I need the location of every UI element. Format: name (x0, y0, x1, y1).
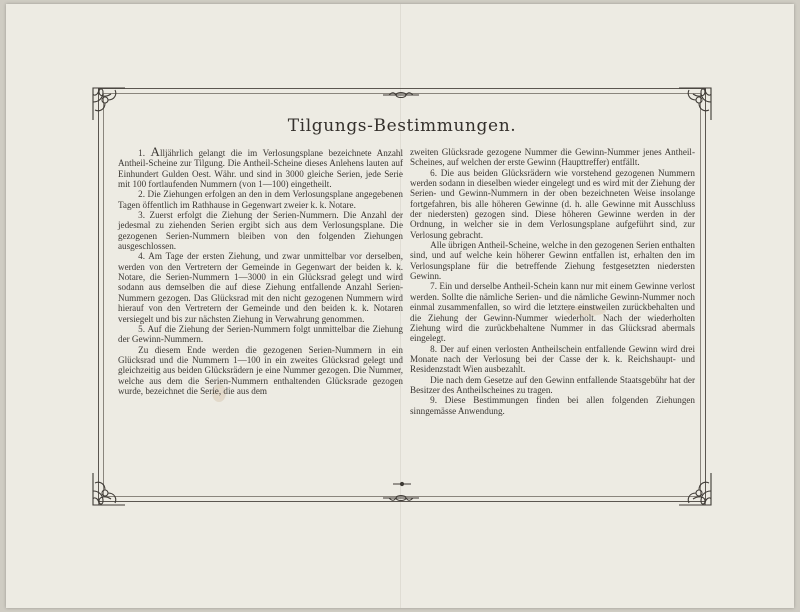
paragraph: zweiten Glücksrade gezogene Nummer die Gewinn-Nummer jenes Antheil-Scheines, auf welchen der erste Gewinn (Haupttreffer) entfällt. (410, 147, 695, 168)
paragraph: 3. Zuerst erfolgt die Ziehung der Serien-Nummern. Die Anzahl der jedesmal zu ziehenden Serien ergibt sich aus dem Verlosungsplane. Die gezogenen Serien-Nummern bleiben von den folgenden Ziehungen ausgeschlossen. (118, 210, 403, 252)
paragraph: 7. Ein und derselbe Antheil-Schein kann nur mit einem Gewinne verlost werden. Sollte die nämliche Serien- und die nämliche Gewinn-Nummer noch einmal zusammenfallen, so wird die letztere einstweilen zurückbehalten und die Ziehung der Gewinn-Nummer wiederholt. Nach der wiederholten Ziehung wird die zurückbehaltene Nummer in das Glücksrad abermals eingelegt. (410, 281, 695, 344)
footer-ornament-icon (392, 480, 412, 488)
paragraph-text: lljährlich gelangt die im Verlosungsplane bezeichnete Anzahl Antheil-Scheine zur Tilgung. Die Antheil-Scheine dieses Anlehens lauten auf Einhundert Gulden Oest. Währ. und sind in 3000 gleiche Serien, jede Serie mit 100 fortlaufenden Nummern (von 1—100) eingetheilt. (118, 148, 403, 190)
corner-ornament-icon (675, 469, 715, 509)
paragraph: Die nach dem Gesetze auf den Gewinn entfallende Staatsgebühr hat der Besitzer des Antheilscheines zu tragen. (410, 374, 695, 395)
paragraph: 4. Am Tage der ersten Ziehung, und zwar unmittelbar vor derselben, werden von den Vertretern der Gemeinde in Gegenwart der beiden k. k. Notare, die Serien-Nummern 1—3000 in ein Glücksrad gelegt und wird sodann aus demselben die auf diese Ziehung entfallende Anzahl Serien-Nummern gezogen. Das Glücksrad mit den nicht gezogenen Nummern wird hierauf von den Vertretern der Gemeinde und den beiden k. k. Notaren versiegelt und bis zur nächsten Ziehung in Verwahrung genommen. (118, 251, 403, 324)
paragraph: 9. Diese Bestimmungen finden bei allen folgenden Ziehungen sinngemässe Anwendung. (410, 395, 695, 416)
paragraph: Alle übrigen Antheil-Scheine, welche in den gezogenen Serien enthalten sind, und auf welche kein höherer Gewinn entfallen ist, erhalten den im Verlosungsplane für die betreffende Ziehung festgesetzten niedersten Gewinn. (410, 240, 695, 282)
paragraph: 2. Die Ziehungen erfolgen an den in dem Verlosungsplane angegebenen Tagen öffentlich im Rathhause in Gegenwart zweier k. k. Notare. (118, 189, 403, 210)
paragraph: 6. Die aus beiden Glücksrädern wie vorstehend gezogenen Nummern werden sodann in dieselben wieder eingelegt und es wird mit der Ziehung der Serien- und Gewinn-Nummern in der oben bezeichneten Weise insolange fortgefahren, bis alle höheren Gewinne (d. h. alle Gewinne mit Ausschluss der niedersten) gezogen sind. Diese höheren Gewinne werden in der Ordnung, in welcher sie in dem Verlosungsplane aufgeführt sind, zur Verlosung gebracht. (410, 167, 695, 240)
initial-letter: A (150, 144, 160, 159)
paragraph: 8. Der auf einen verlosten Antheilschein entfallende Gewinn wird drei Monate nach der Verlosung bei der Casse der k. k. Reichshaupt- und Residenzstadt Wien ausbezahlt. (410, 343, 695, 375)
page-title: Tilgungs-Bestimmungen. (287, 116, 517, 136)
text-column-left (118, 144, 403, 396)
edge-ornament-icon (381, 91, 421, 99)
paragraph: Zu diesem Ende werden die gezogenen Serien-Nummern in ein Glücksrad und die Nummern 1—100 in ein zweites Glücksrad gelegt und gleichzeitig aus beiden Glücksrädern je eine Nummer gezogen. Die Nummer, welche aus dem die Serien-Nummern enthaltenden Glücksrade gezogen wurde, bezeichnet die Serie, die aus dem (118, 344, 403, 396)
paragraph-number: 1. (138, 148, 151, 158)
paragraph (118, 144, 403, 190)
paragraph: 5. Auf die Ziehung der Serien-Nummern folgt unmittelbar die Ziehung der Gewinn-Nummern. (118, 323, 403, 345)
edge-ornament-icon (381, 494, 421, 502)
text-column-right (410, 147, 695, 416)
corner-ornament-icon (89, 469, 129, 509)
